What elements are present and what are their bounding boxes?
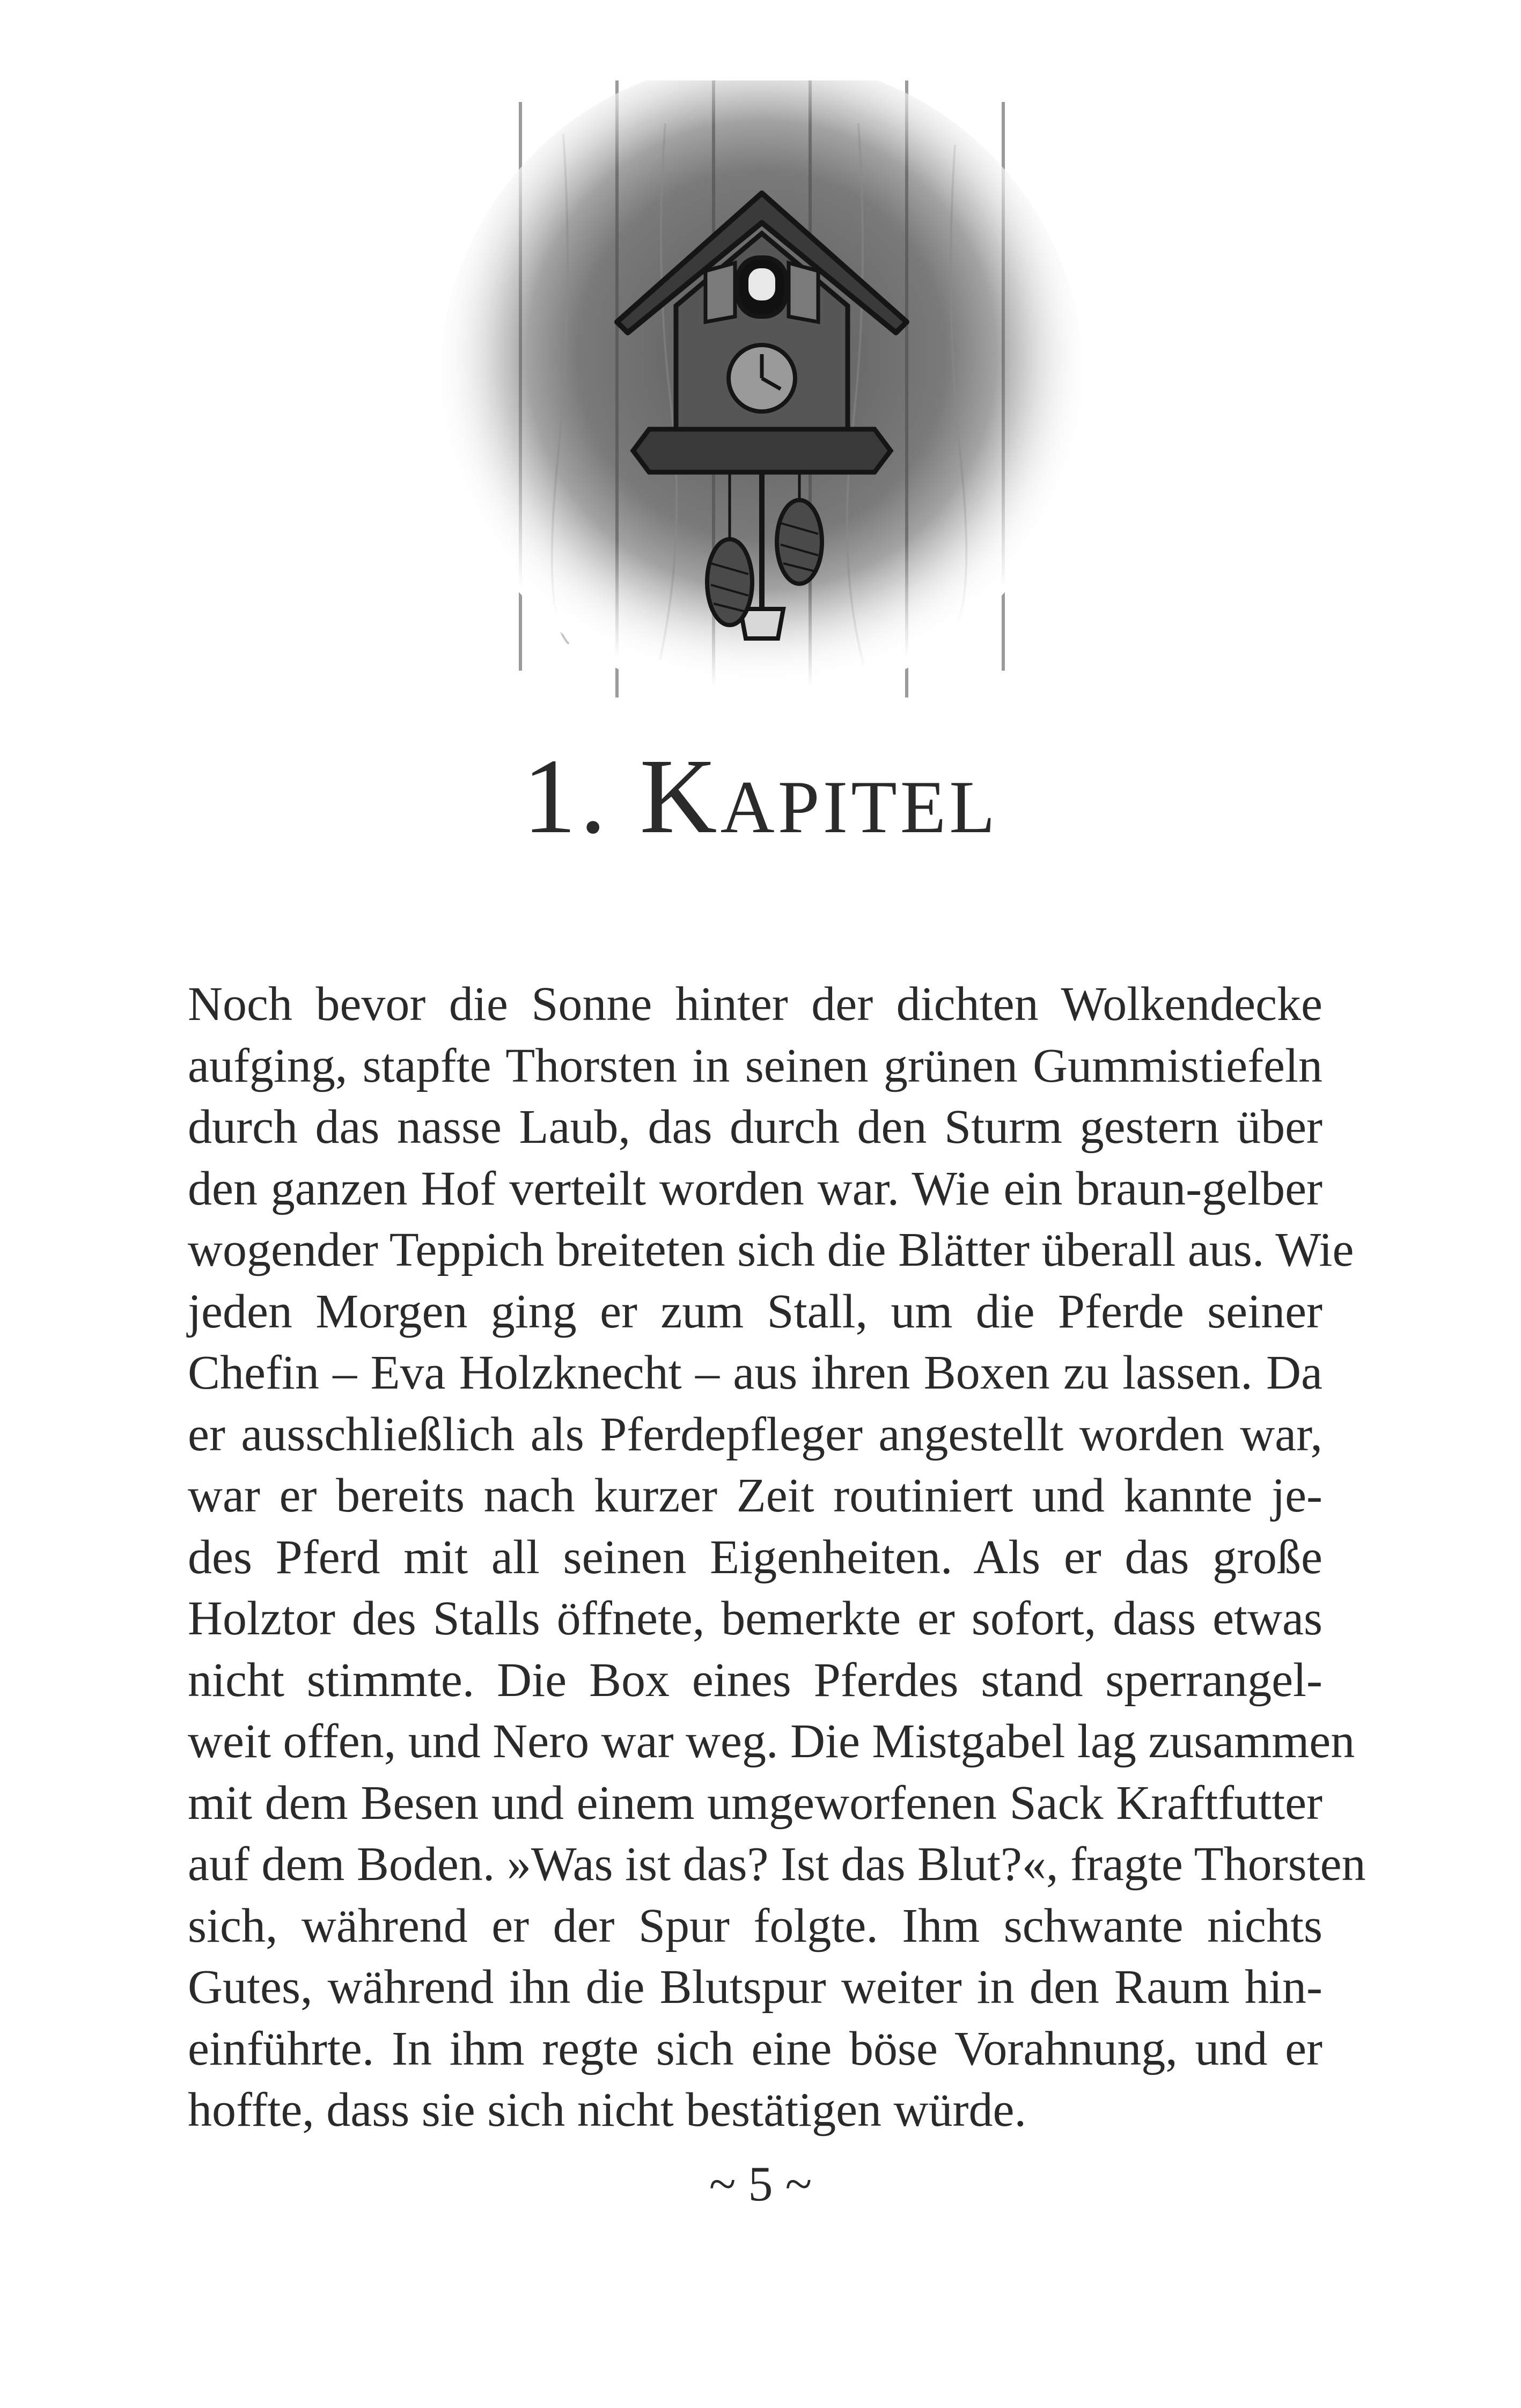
cuckoo-clock-icon: [440, 80, 1084, 724]
text-line: aufging, stapfte Thorsten in seinen grünen Gummistiefeln: [188, 1039, 1322, 1092]
text-line: Noch bevor die Sonne hinter der dichten Wolkendecke: [188, 978, 1322, 1031]
text-line: durch das nasse Laub, das durch den Sturm gestern über: [188, 1100, 1322, 1154]
text-line: auf dem Boden. »Was ist das? Ist das Blut?«, fragte Thorsten: [188, 1838, 1366, 1891]
chapter-title: 1. Kapitel: [523, 737, 998, 856]
text-line: wogender Teppich breiteten sich die Blätter überall aus. Wie: [188, 1223, 1354, 1276]
text-line: Chefin – Eva Holzknecht – aus ihren Boxen zu lassen. Da: [188, 1346, 1322, 1399]
text-line: sich, während er der Spur folgte. Ihm schwante nichts: [188, 1899, 1322, 1952]
page-number: ~ 5 ~: [709, 2156, 812, 2211]
text-line: einführte. In ihm regte sich eine böse Vorahnung, und er: [188, 2022, 1322, 2075]
text-line: nicht stimmte. Die Box eines Pferdes stand sperrangel-: [188, 1653, 1322, 1707]
text-line: jeden Morgen ging er zum Stall, um die Pferde seiner: [188, 1284, 1322, 1338]
body-paragraph: [188, 974, 1366, 2141]
text-line: des Pferd mit all seinen Eigenheiten. Als er das große: [188, 1530, 1322, 1584]
text-line: mit dem Besen und einem umgeworfenen Sack Kraftfutter: [188, 1776, 1322, 1830]
text-line: Holztor des Stalls öffnete, bemerkte er sofort, dass etwas: [188, 1592, 1322, 1645]
text-line: den ganzen Hof verteilt worden war. Wie ein braun-gelber: [188, 1162, 1322, 1215]
text-line: hoffte, dass sie sich nicht bestätigen würde.: [188, 2083, 1026, 2137]
text-line: weit offen, und Nero war weg. Die Mistgabel lag zusammen: [188, 1715, 1355, 1768]
chapter-illustration: [440, 80, 1084, 724]
text-line: er ausschließlich als Pferdepfleger angestellt worden war,: [188, 1407, 1322, 1461]
text-line: war er bereits nach kurzer Zeit routiniert und kannte je-: [188, 1469, 1322, 1522]
text-line: Gutes, während ihn die Blutspur weiter in den Raum hin-: [188, 1961, 1322, 2014]
